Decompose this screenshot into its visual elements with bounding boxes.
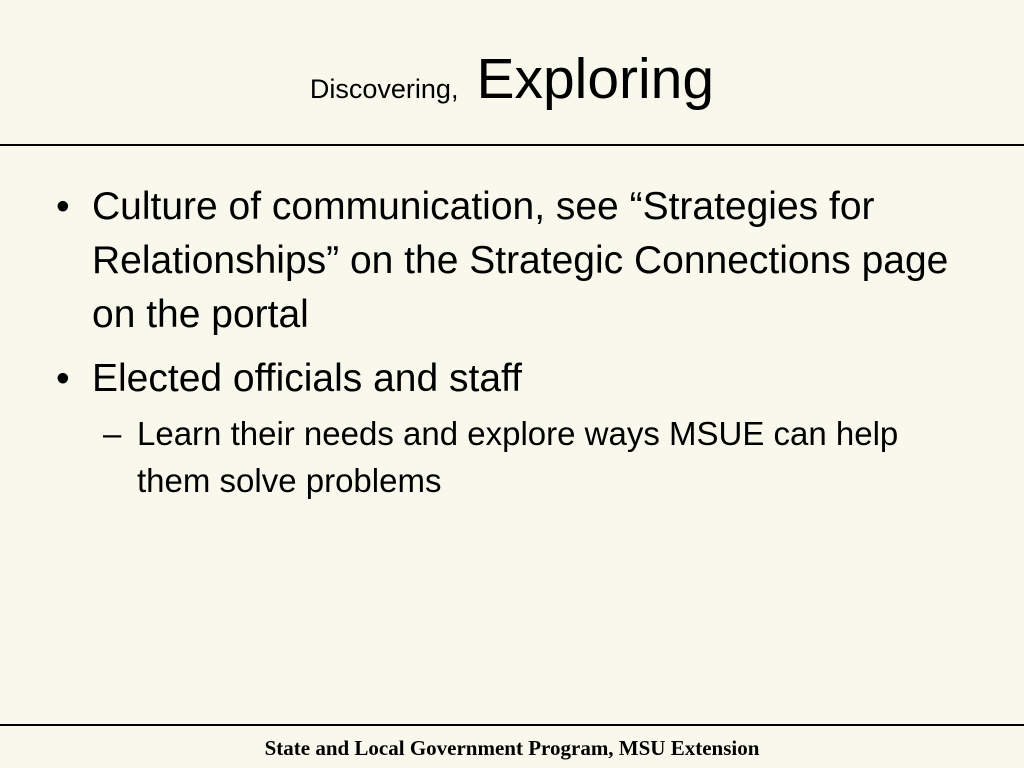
slide-title xyxy=(0,46,1024,112)
bullet-text: Elected officials and staff xyxy=(92,357,522,400)
footer-divider xyxy=(0,724,1024,726)
title-divider xyxy=(0,144,1024,146)
bullet-item xyxy=(56,352,956,406)
sub-bullet-text: Learn their needs and explore ways MSUE can help them solve problems xyxy=(137,415,899,499)
bullet-text: Culture of communication, see “Strategies for Relationships” on the Strategic Connections page on the portal xyxy=(92,185,949,336)
sub-bullet-marker: – xyxy=(103,415,122,452)
slide-body xyxy=(56,180,956,504)
title-prefix: Discovering, xyxy=(309,74,459,104)
sub-bullet-item xyxy=(56,410,956,504)
bullet-marker: • xyxy=(56,357,70,400)
bullet-item xyxy=(56,180,956,342)
bullet-marker: • xyxy=(56,185,70,228)
slide-footer: State and Local Government Program, MSU Extension xyxy=(264,736,760,760)
title-main: Exploring xyxy=(476,47,715,111)
